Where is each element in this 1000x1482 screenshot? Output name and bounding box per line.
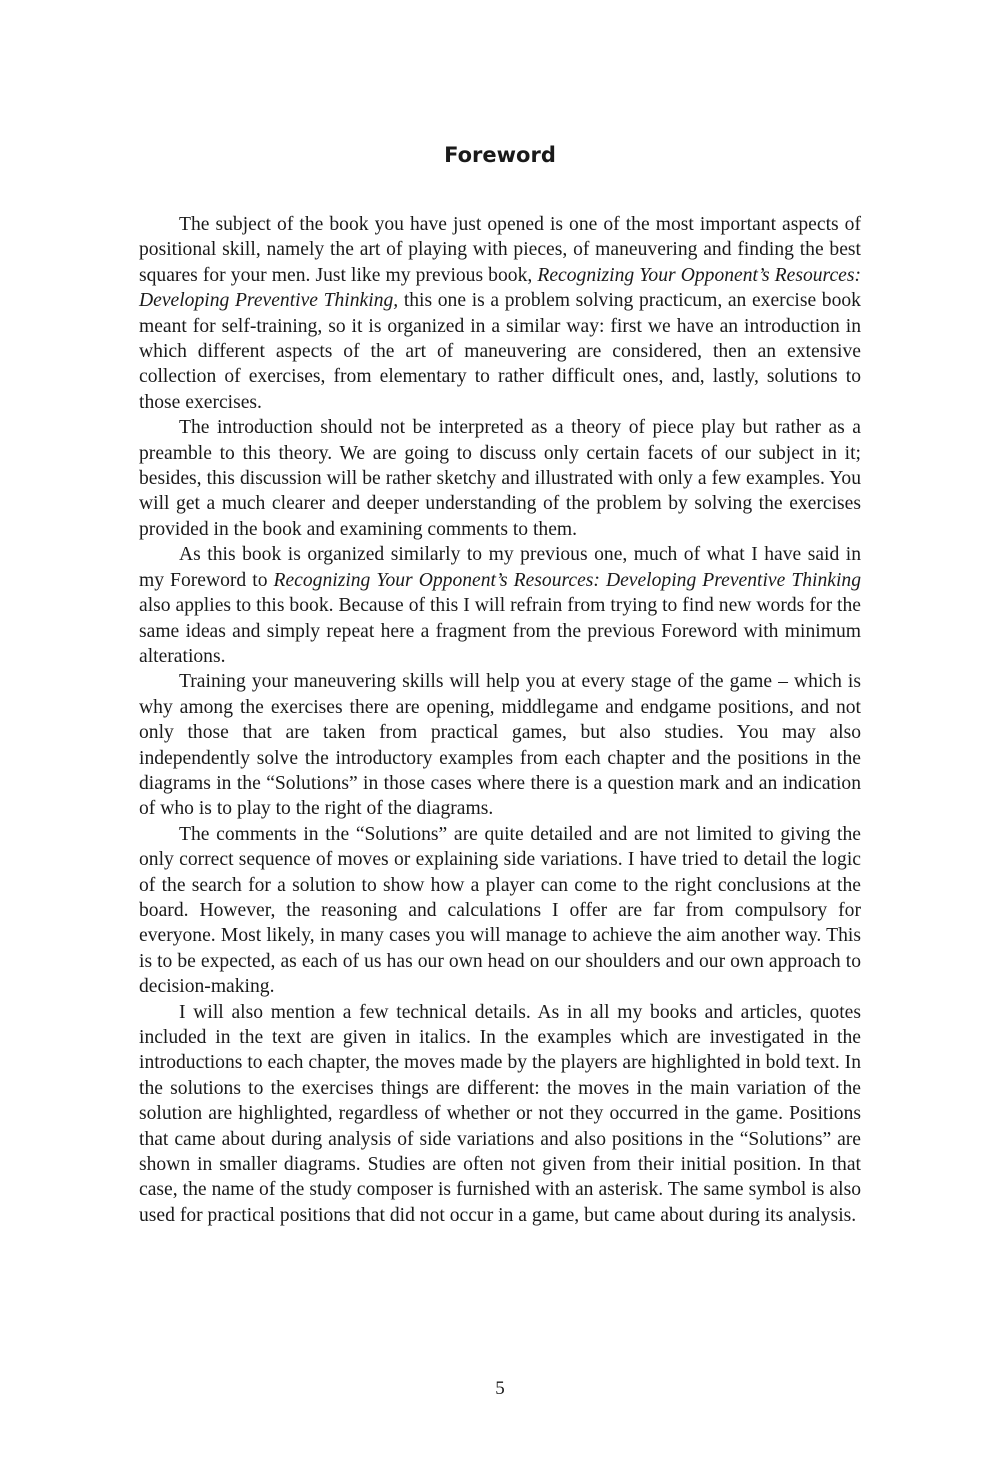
paragraph-1 xyxy=(139,212,861,415)
foreword-body xyxy=(139,212,861,1228)
paragraph-1-text-a: The subject of the book you have just opened is one of the most important aspects of positional skill, namely the art of playing with pieces, of maneuvering and finding the best squares for your men. Just like my previous book, xyxy=(139,214,861,286)
page-number: 5 xyxy=(495,1378,505,1399)
book-title-italic: Recognizing Your Opponent’s Resources: Developing Preventive Thinking xyxy=(273,569,861,591)
paragraph-3-text-c: also applies to this book. Because of this I will refrain from trying to find new words for the same ideas and simply repeat here a fragment from the previous Foreword with minimum alterations. xyxy=(139,595,861,667)
paragraph-6: I will also mention a few technical details. As in all my books and articles, quotes included in the text are given in italics. In the examples which are investigated in the introductions to each chapter, the moves made by the players are highlighted in bold text. In the solutions to the exercises things are different: the moves in the main variation of the solution are highlighted, regardless of whether or not they occurred in the game. Positions that came about during analysis of side variations and also positions in the “Solutions” are shown in smaller diagrams. Studies are often not given from their initial position. In that case, the name of the study composer is furnished with an asterisk. The same symbol is also used for practical positions that did not occur in a game, but came about during its analysis. xyxy=(139,1001,861,1226)
paragraph-3-text-a: As this book is organized similarly to my previous one, much of what I have said in my Foreword to xyxy=(139,544,861,591)
paragraph-1-text-c: this one is a problem solving practicum, an exercise book meant for self-training, so it is organized in a similar way: first we have an introduction in which different aspects of the art of maneuvering are considered, then an extensive collection of exercises, from elementary to rather difficult ones, and, lastly, solutions to those exercises. xyxy=(139,290,861,413)
page-title: Foreword xyxy=(444,143,556,167)
paragraph-4: Training your maneuvering skills will help you at every stage of the game – which is why among the exercises there are opening, middlegame and endgame positions, and not only those that are taken from practical games, but also studies. You may also independently solve the introductory examples from each chapter and the positions in the diagrams in the “Solutions” in those cases where there is a question mark and an indication of who is to play to the right of the diagrams. xyxy=(139,671,861,820)
paragraph-5: The comments in the “Solutions” are quite detailed and are not limited to giving the only correct sequence of moves or explaining side variations. I have tried to detail the logic of the search for a solution to show how a player can come to the right conclusions at the board. However, the reasoning and calculations I offer are far from compulsory for everyone. Most likely, in many cases you will manage to achieve the aim another way. This is to be expected, as each of us has our own head on our shoulders and our own approach to decision-making. xyxy=(139,823,861,998)
paragraph-2: The introduction should not be interpreted as a theory of piece play but rather as a preamble to this theory. We are going to discuss only certain facets of our subject in it; besides, this discussion will be rather sketchy and illustrated with only a few examples. You will get a much clearer and deeper understanding of the problem by solving the exercises provided in the book and examining comments to them. xyxy=(139,417,861,540)
paragraph-3 xyxy=(139,542,861,669)
book-title-italic: Recognizing Your Opponent’s Resources: Developing Preventive Thinking, xyxy=(139,264,861,312)
